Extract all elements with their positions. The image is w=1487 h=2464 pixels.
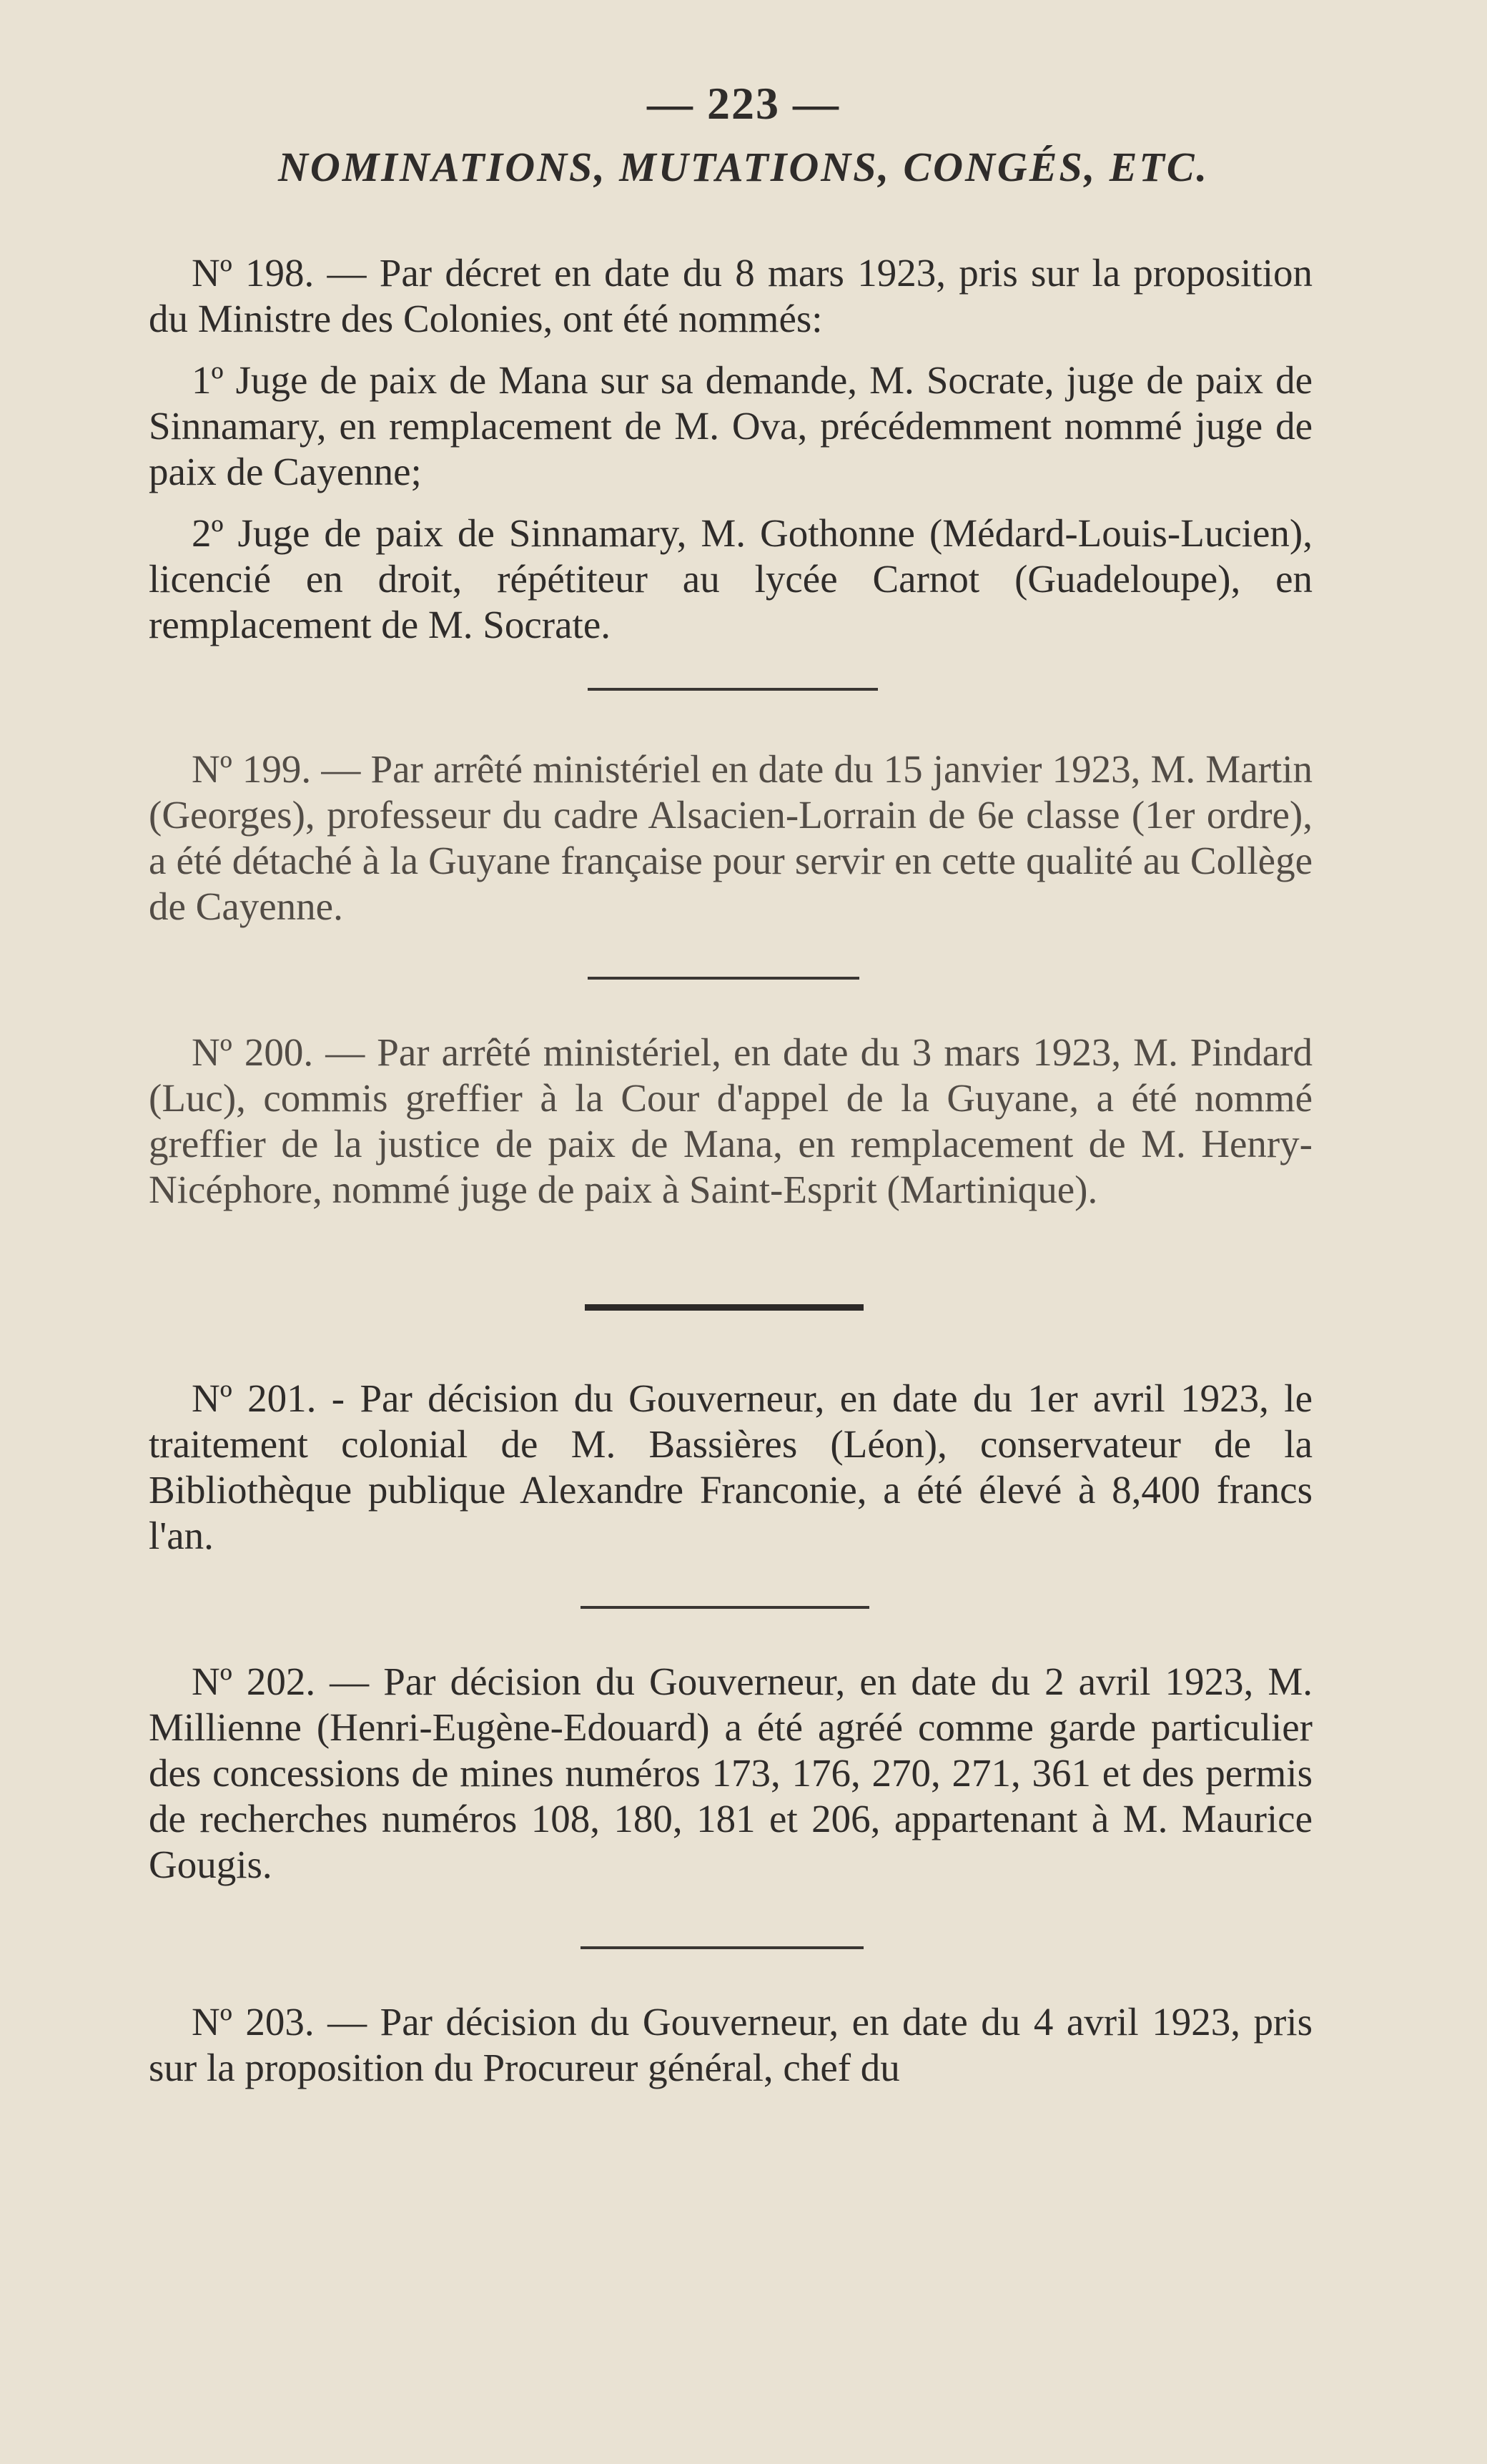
entry-paragraph: Nº 198. — Par décret en date du 8 mars 1923, pris sur la proposition du Ministre des Colonies, ont été nommés: [149, 251, 1313, 340]
entry-199 [149, 746, 1313, 930]
page-number: — 223 — [647, 78, 840, 129]
entry-203 [149, 1999, 1313, 2091]
entry-201 [149, 1376, 1313, 1559]
entry-paragraph: Nº 199. — Par arrêté ministériel en date du 15 janvier 1923, M. Martin (Georges), professeur du cadre Alsacien-Lorrain de 6e classe (1er ordre), a été détaché à la Guyane française pour servir en cette qualité au Collège de Cayenne. [149, 747, 1313, 928]
section-divider [585, 1304, 864, 1311]
entry-198 [149, 250, 1313, 648]
entry-paragraph: 2º Juge de paix de Sinnamary, M. Gothonne (Médard-Louis-Lucien), licencié en droit, répétiteur au lycée Carnot (Guadeloupe), en remplacement de M. Socrate. [149, 511, 1313, 646]
entry-paragraph: Nº 202. — Par décision du Gouverneur, en date du 2 avril 1923, M. Millienne (Henri-Eugène-Edouard) a été agréé comme garde particulier des concessions de mines numéros 173, 176, 270, 271, 361 et des permis de recherches numéros 108, 180, 181 et 206, appartenant à M. Maurice Gougis. [149, 1660, 1313, 1886]
section-divider [588, 688, 878, 691]
entry-202 [149, 1659, 1313, 1888]
entry-paragraph: Nº 203. — Par décision du Gouverneur, en date du 4 avril 1923, pris sur la proposition du Procureur général, chef du [149, 2000, 1313, 2089]
section-divider [581, 1606, 869, 1609]
entry-200 [149, 1030, 1313, 1213]
entry-paragraph: Nº 200. — Par arrêté ministériel, en date du 3 mars 1923, M. Pindard (Luc), commis greffier à la Cour d'appel de la Guyane, a été nommé greffier de la justice de paix de Mana, en remplacement de M. Henry-Nicéphore, nommé juge de paix à Saint-Esprit (Martinique). [149, 1030, 1313, 1211]
section-divider [588, 977, 859, 980]
page-title: NOMINATIONS, MUTATIONS, CONGÉS, ETC. [277, 144, 1210, 190]
entry-paragraph: 1º Juge de paix de Mana sur sa demande, M. Socrate, juge de paix de Sinnamary, en remplacement de M. Ova, précédemment nommé juge de paix de Cayenne; [149, 358, 1313, 493]
entry-paragraph: Nº 201. - Par décision du Gouverneur, en date du 1er avril 1923, le traitement colonial de M. Bassières (Léon), conservateur de la Bibliothèque publique Alexandre Franconie, a été élevé à 8,400 francs l'an. [149, 1376, 1313, 1557]
section-divider [581, 1946, 864, 1949]
